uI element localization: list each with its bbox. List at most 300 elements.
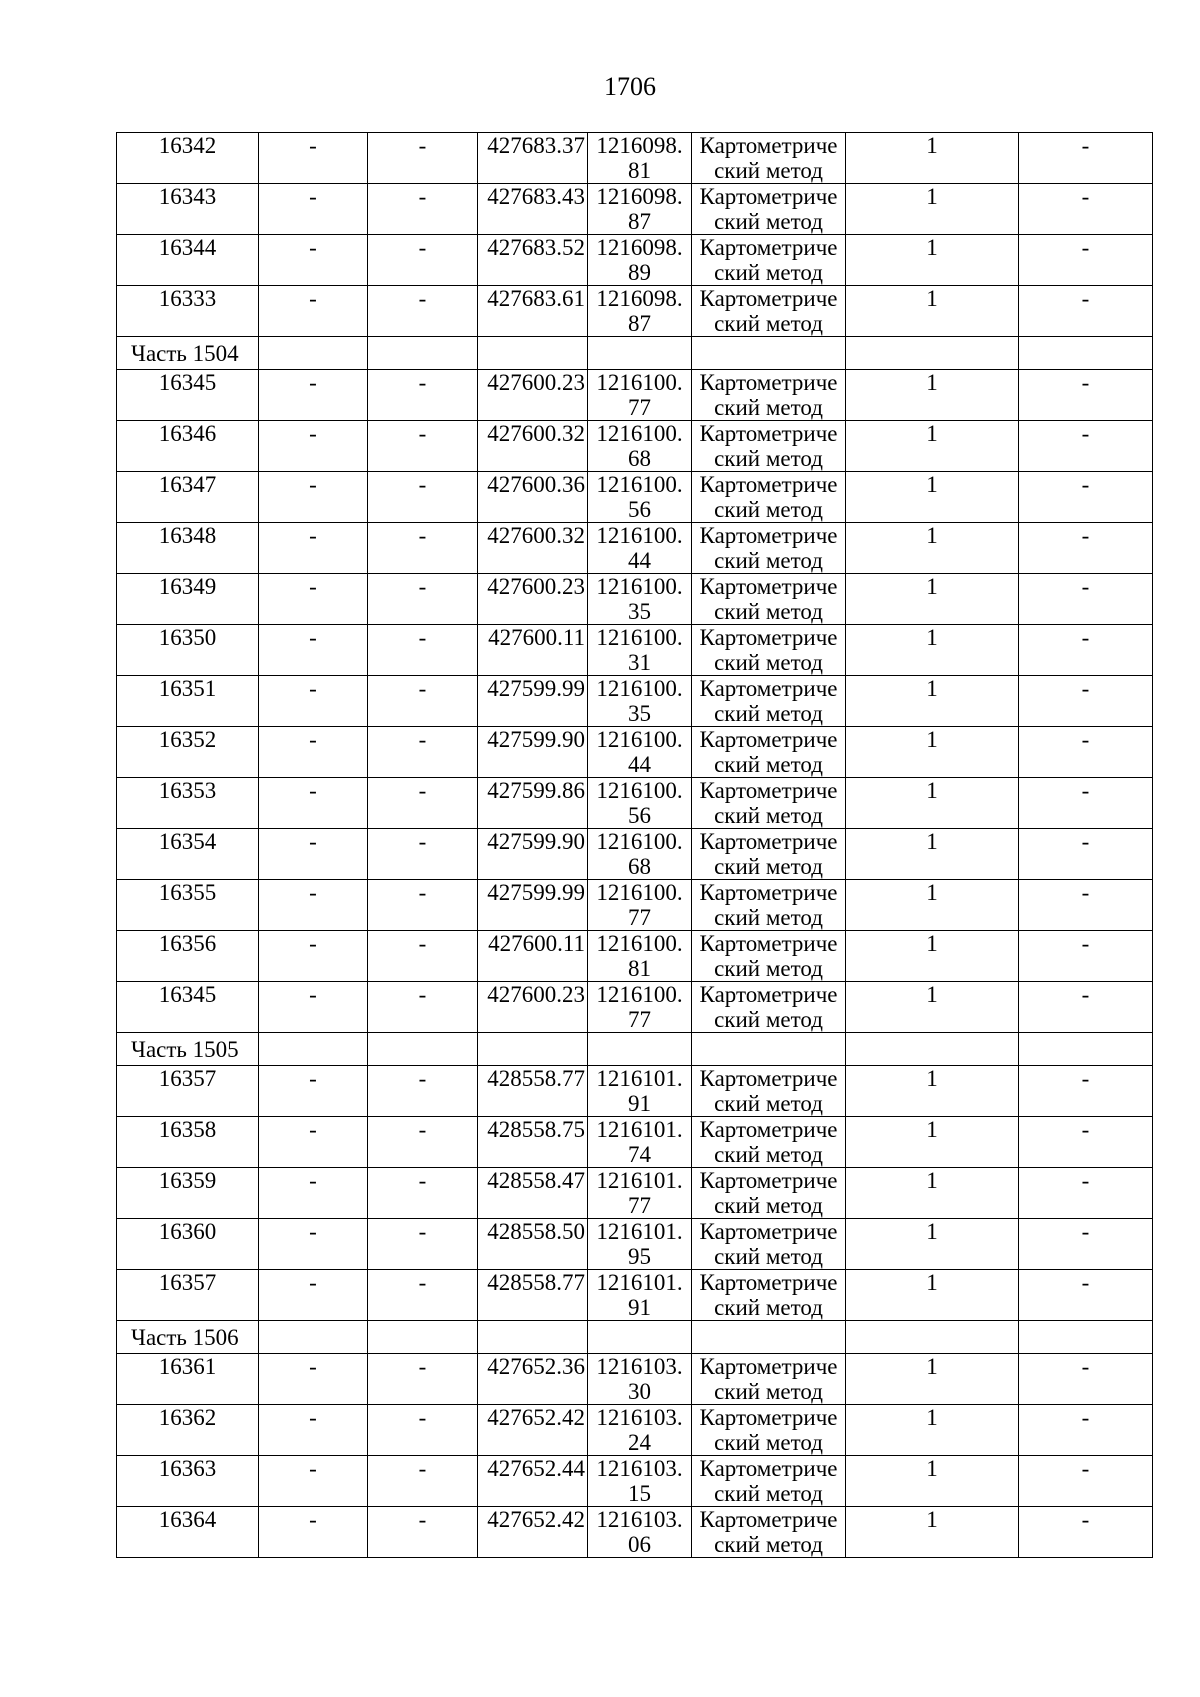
- table-row: [117, 286, 1153, 337]
- x-coordinate-cell: 427599.99: [478, 880, 588, 931]
- method-cell: [692, 1219, 846, 1270]
- accuracy-cell: 1: [846, 1354, 1019, 1405]
- point-id-cell: 16351: [117, 676, 259, 727]
- section-label: Часть 1504: [117, 337, 259, 370]
- y-coordinate-line-2: 87: [628, 209, 651, 234]
- x-coordinate-cell: 427652.42: [478, 1507, 588, 1558]
- dash-cell: -: [368, 1405, 478, 1456]
- method-line-2: ский метод: [714, 1091, 823, 1116]
- accuracy-cell: 1: [846, 133, 1019, 184]
- accuracy-cell: 1: [846, 880, 1019, 931]
- table-row: [117, 676, 1153, 727]
- x-coordinate-cell: 427683.52: [478, 235, 588, 286]
- table-row: [117, 880, 1153, 931]
- y-coordinate-cell: [588, 286, 692, 337]
- dash-cell: -: [259, 472, 368, 523]
- dash-cell: -: [1019, 523, 1153, 574]
- method-cell: [692, 1168, 846, 1219]
- dash-cell: -: [368, 1270, 478, 1321]
- method-line-2: ский метод: [714, 1430, 823, 1455]
- method-cell: [692, 574, 846, 625]
- point-id-cell: 16347: [117, 472, 259, 523]
- accuracy-cell: 1: [846, 1456, 1019, 1507]
- x-coordinate-cell: 427652.36: [478, 1354, 588, 1405]
- dash-cell: -: [368, 370, 478, 421]
- y-coordinate-line-2: 77: [628, 1193, 651, 1218]
- table-row: [117, 370, 1153, 421]
- point-id-cell: 16350: [117, 625, 259, 676]
- y-coordinate-line-1: 1216103.: [596, 1456, 683, 1481]
- method-cell: [692, 1456, 846, 1507]
- empty-cell: [1019, 337, 1153, 370]
- table-row: [117, 625, 1153, 676]
- dash-cell: -: [259, 829, 368, 880]
- dash-cell: -: [1019, 472, 1153, 523]
- empty-cell: [368, 1033, 478, 1066]
- x-coordinate-cell: 427600.23: [478, 982, 588, 1033]
- method-cell: [692, 370, 846, 421]
- section-row: [117, 1033, 1153, 1066]
- dash-cell: -: [368, 829, 478, 880]
- accuracy-cell: 1: [846, 184, 1019, 235]
- dash-cell: -: [368, 625, 478, 676]
- empty-cell: [846, 1033, 1019, 1066]
- dash-cell: -: [259, 676, 368, 727]
- method-cell: [692, 625, 846, 676]
- method-line-2: ский метод: [714, 497, 823, 522]
- table-row: [117, 574, 1153, 625]
- dash-cell: -: [1019, 370, 1153, 421]
- method-cell: [692, 1354, 846, 1405]
- method-cell: [692, 1270, 846, 1321]
- method-cell: [692, 421, 846, 472]
- point-id-cell: 16342: [117, 133, 259, 184]
- empty-cell: [259, 337, 368, 370]
- method-line-1: Картометриче: [699, 370, 838, 395]
- dash-cell: -: [259, 931, 368, 982]
- y-coordinate-line-2: 35: [628, 701, 651, 726]
- table-row: [117, 1219, 1153, 1270]
- method-line-2: ский метод: [714, 158, 823, 183]
- method-line-2: ский метод: [714, 1295, 823, 1320]
- y-coordinate-line-1: 1216101.: [596, 1270, 683, 1295]
- method-line-2: ский метод: [714, 311, 823, 336]
- y-coordinate-line-1: 1216101.: [596, 1117, 683, 1142]
- dash-cell: -: [259, 523, 368, 574]
- method-cell: [692, 184, 846, 235]
- y-coordinate-line-2: 91: [628, 1091, 651, 1116]
- point-id-cell: 16344: [117, 235, 259, 286]
- method-cell: [692, 1066, 846, 1117]
- dash-cell: -: [259, 1405, 368, 1456]
- method-line-1: Картометриче: [699, 286, 838, 311]
- point-id-cell: 16343: [117, 184, 259, 235]
- coordinates-table: [116, 132, 1153, 1558]
- point-id-cell: 16333: [117, 286, 259, 337]
- dash-cell: -: [259, 1270, 368, 1321]
- method-cell: [692, 727, 846, 778]
- dash-cell: -: [368, 676, 478, 727]
- y-coordinate-cell: [588, 133, 692, 184]
- accuracy-cell: 1: [846, 1270, 1019, 1321]
- x-coordinate-cell: 428558.50: [478, 1219, 588, 1270]
- dash-cell: -: [368, 931, 478, 982]
- x-coordinate-cell: 428558.77: [478, 1270, 588, 1321]
- dash-cell: -: [368, 286, 478, 337]
- point-id-cell: 16353: [117, 778, 259, 829]
- y-coordinate-line-1: 1216100.: [596, 931, 683, 956]
- accuracy-cell: 1: [846, 370, 1019, 421]
- point-id-cell: 16354: [117, 829, 259, 880]
- method-line-2: ский метод: [714, 395, 823, 420]
- method-cell: [692, 982, 846, 1033]
- dash-cell: -: [368, 1219, 478, 1270]
- page-number: 1706: [604, 72, 656, 101]
- x-coordinate-cell: 427652.42: [478, 1405, 588, 1456]
- point-id-cell: 16345: [117, 982, 259, 1033]
- y-coordinate-line-1: 1216100.: [596, 574, 683, 599]
- x-coordinate-cell: 427599.99: [478, 676, 588, 727]
- dash-cell: -: [1019, 184, 1153, 235]
- dash-cell: -: [259, 778, 368, 829]
- method-line-2: ский метод: [714, 1532, 823, 1557]
- y-coordinate-line-2: 30: [628, 1379, 651, 1404]
- table-row: [117, 727, 1153, 778]
- y-coordinate-line-1: 1216100.: [596, 523, 683, 548]
- empty-cell: [1019, 1321, 1153, 1354]
- y-coordinate-cell: [588, 184, 692, 235]
- y-coordinate-line-2: 68: [628, 446, 651, 471]
- method-line-2: ский метод: [714, 446, 823, 471]
- dash-cell: -: [259, 184, 368, 235]
- dash-cell: -: [259, 1219, 368, 1270]
- dash-cell: -: [1019, 574, 1153, 625]
- empty-cell: [846, 337, 1019, 370]
- dash-cell: -: [368, 1456, 478, 1507]
- y-coordinate-line-1: 1216101.: [596, 1168, 683, 1193]
- x-coordinate-cell: 428558.77: [478, 1066, 588, 1117]
- accuracy-cell: 1: [846, 1219, 1019, 1270]
- y-coordinate-line-1: 1216100.: [596, 982, 683, 1007]
- method-line-1: Картометриче: [699, 1219, 838, 1244]
- point-id-cell: 16355: [117, 880, 259, 931]
- dash-cell: -: [259, 1066, 368, 1117]
- y-coordinate-line-1: 1216098.: [596, 133, 683, 158]
- method-cell: [692, 676, 846, 727]
- y-coordinate-cell: [588, 370, 692, 421]
- method-line-2: ский метод: [714, 599, 823, 624]
- dash-cell: -: [259, 574, 368, 625]
- table-row: [117, 982, 1153, 1033]
- x-coordinate-cell: 428558.75: [478, 1117, 588, 1168]
- y-coordinate-line-1: 1216100.: [596, 778, 683, 803]
- section-label: Часть 1505: [117, 1033, 259, 1066]
- accuracy-cell: 1: [846, 778, 1019, 829]
- dash-cell: -: [259, 1168, 368, 1219]
- dash-cell: -: [1019, 1405, 1153, 1456]
- method-line-1: Картометриче: [699, 1354, 838, 1379]
- y-coordinate-line-2: 87: [628, 311, 651, 336]
- y-coordinate-line-1: 1216098.: [596, 286, 683, 311]
- dash-cell: -: [1019, 982, 1153, 1033]
- accuracy-cell: 1: [846, 1117, 1019, 1168]
- method-line-1: Картометриче: [699, 676, 838, 701]
- dash-cell: -: [259, 133, 368, 184]
- dash-cell: -: [1019, 286, 1153, 337]
- accuracy-cell: 1: [846, 286, 1019, 337]
- table-row: [117, 472, 1153, 523]
- method-cell: [692, 829, 846, 880]
- method-line-1: Картометриче: [699, 235, 838, 260]
- y-coordinate-cell: [588, 1456, 692, 1507]
- method-line-2: ский метод: [714, 854, 823, 879]
- y-coordinate-line-2: 81: [628, 956, 651, 981]
- dash-cell: -: [368, 727, 478, 778]
- method-cell: [692, 778, 846, 829]
- y-coordinate-line-2: 77: [628, 905, 651, 930]
- y-coordinate-cell: [588, 1066, 692, 1117]
- empty-cell: [692, 337, 846, 370]
- method-line-2: ский метод: [714, 701, 823, 726]
- y-coordinate-line-1: 1216103.: [596, 1507, 683, 1532]
- table-row: [117, 421, 1153, 472]
- method-line-1: Картометриче: [699, 1405, 838, 1430]
- point-id-cell: 16346: [117, 421, 259, 472]
- y-coordinate-line-2: 81: [628, 158, 651, 183]
- empty-cell: [692, 1033, 846, 1066]
- method-line-1: Картометриче: [699, 1168, 838, 1193]
- dash-cell: -: [1019, 1354, 1153, 1405]
- point-id-cell: 16364: [117, 1507, 259, 1558]
- table-row: [117, 235, 1153, 286]
- y-coordinate-line-2: 91: [628, 1295, 651, 1320]
- method-line-1: Картометриче: [699, 829, 838, 854]
- method-cell: [692, 1117, 846, 1168]
- table-row: [117, 1168, 1153, 1219]
- y-coordinate-cell: [588, 982, 692, 1033]
- dash-cell: -: [259, 1507, 368, 1558]
- point-id-cell: 16356: [117, 931, 259, 982]
- y-coordinate-cell: [588, 880, 692, 931]
- dash-cell: -: [1019, 727, 1153, 778]
- table-body: [117, 133, 1153, 1558]
- method-cell: [692, 1405, 846, 1456]
- empty-cell: [259, 1321, 368, 1354]
- method-line-2: ский метод: [714, 1007, 823, 1032]
- y-coordinate-cell: [588, 829, 692, 880]
- method-line-1: Картометриче: [699, 880, 838, 905]
- empty-cell: [692, 1321, 846, 1354]
- dash-cell: -: [1019, 676, 1153, 727]
- dash-cell: -: [259, 286, 368, 337]
- accuracy-cell: 1: [846, 1168, 1019, 1219]
- dash-cell: -: [259, 982, 368, 1033]
- method-line-2: ский метод: [714, 548, 823, 573]
- y-coordinate-line-2: 44: [628, 752, 651, 777]
- x-coordinate-cell: 427600.11: [478, 625, 588, 676]
- method-line-2: ский метод: [714, 803, 823, 828]
- method-line-2: ский метод: [714, 650, 823, 675]
- empty-cell: [588, 1033, 692, 1066]
- y-coordinate-cell: [588, 472, 692, 523]
- x-coordinate-cell: 427599.86: [478, 778, 588, 829]
- method-line-1: Картометриче: [699, 184, 838, 209]
- x-coordinate-cell: 427652.44: [478, 1456, 588, 1507]
- point-id-cell: 16363: [117, 1456, 259, 1507]
- point-id-cell: 16360: [117, 1219, 259, 1270]
- table-row: [117, 1066, 1153, 1117]
- y-coordinate-line-1: 1216103.: [596, 1405, 683, 1430]
- dash-cell: -: [259, 370, 368, 421]
- method-cell: [692, 133, 846, 184]
- dash-cell: -: [368, 778, 478, 829]
- y-coordinate-line-2: 24: [628, 1430, 651, 1455]
- dash-cell: -: [368, 1168, 478, 1219]
- dash-cell: -: [1019, 931, 1153, 982]
- x-coordinate-cell: 427600.32: [478, 421, 588, 472]
- y-coordinate-line-2: 31: [628, 650, 651, 675]
- method-line-2: ский метод: [714, 752, 823, 777]
- y-coordinate-line-2: 95: [628, 1244, 651, 1269]
- dash-cell: -: [368, 1117, 478, 1168]
- y-coordinate-cell: [588, 235, 692, 286]
- dash-cell: -: [368, 1354, 478, 1405]
- y-coordinate-cell: [588, 1405, 692, 1456]
- y-coordinate-line-2: 56: [628, 803, 651, 828]
- y-coordinate-cell: [588, 727, 692, 778]
- method-line-2: ский метод: [714, 209, 823, 234]
- accuracy-cell: 1: [846, 1405, 1019, 1456]
- method-cell: [692, 931, 846, 982]
- y-coordinate-line-1: 1216100.: [596, 370, 683, 395]
- table-row: [117, 133, 1153, 184]
- table-row: [117, 184, 1153, 235]
- method-line-2: ский метод: [714, 1244, 823, 1269]
- y-coordinate-line-1: 1216100.: [596, 676, 683, 701]
- point-id-cell: 16359: [117, 1168, 259, 1219]
- y-coordinate-cell: [588, 574, 692, 625]
- table-row: [117, 829, 1153, 880]
- method-line-2: ский метод: [714, 905, 823, 930]
- empty-cell: [368, 337, 478, 370]
- dash-cell: -: [368, 184, 478, 235]
- dash-cell: -: [1019, 778, 1153, 829]
- dash-cell: -: [1019, 1117, 1153, 1168]
- method-line-1: Картометриче: [699, 1507, 838, 1532]
- x-coordinate-cell: 427600.23: [478, 370, 588, 421]
- point-id-cell: 16352: [117, 727, 259, 778]
- dash-cell: -: [259, 421, 368, 472]
- method-line-2: ский метод: [714, 1481, 823, 1506]
- dash-cell: -: [368, 982, 478, 1033]
- method-line-2: ский метод: [714, 1193, 823, 1218]
- method-cell: [692, 235, 846, 286]
- accuracy-cell: 1: [846, 1507, 1019, 1558]
- y-coordinate-line-1: 1216098.: [596, 184, 683, 209]
- y-coordinate-line-2: 15: [628, 1481, 651, 1506]
- dash-cell: -: [1019, 1456, 1153, 1507]
- empty-cell: [259, 1033, 368, 1066]
- dash-cell: -: [259, 235, 368, 286]
- table-row: [117, 1507, 1153, 1558]
- accuracy-cell: 1: [846, 421, 1019, 472]
- dash-cell: -: [259, 727, 368, 778]
- y-coordinate-cell: [588, 421, 692, 472]
- table-row: [117, 1354, 1153, 1405]
- y-coordinate-line-1: 1216100.: [596, 472, 683, 497]
- x-coordinate-cell: 427683.37: [478, 133, 588, 184]
- dash-cell: -: [1019, 1168, 1153, 1219]
- accuracy-cell: 1: [846, 982, 1019, 1033]
- x-coordinate-cell: 427683.43: [478, 184, 588, 235]
- y-coordinate-cell: [588, 1219, 692, 1270]
- dash-cell: -: [368, 523, 478, 574]
- y-coordinate-cell: [588, 1168, 692, 1219]
- y-coordinate-line-1: 1216100.: [596, 625, 683, 650]
- x-coordinate-cell: 427683.61: [478, 286, 588, 337]
- dash-cell: -: [259, 1354, 368, 1405]
- table-row: [117, 778, 1153, 829]
- method-cell: [692, 523, 846, 574]
- y-coordinate-line-2: 35: [628, 599, 651, 624]
- method-line-1: Картометриче: [699, 1117, 838, 1142]
- accuracy-cell: 1: [846, 523, 1019, 574]
- accuracy-cell: 1: [846, 931, 1019, 982]
- x-coordinate-cell: 427600.36: [478, 472, 588, 523]
- point-id-cell: 16358: [117, 1117, 259, 1168]
- x-coordinate-cell: 427600.23: [478, 574, 588, 625]
- dash-cell: -: [368, 880, 478, 931]
- y-coordinate-cell: [588, 931, 692, 982]
- method-line-2: ский метод: [714, 956, 823, 981]
- y-coordinate-line-1: 1216100.: [596, 880, 683, 905]
- method-line-1: Картометриче: [699, 574, 838, 599]
- table-row: [117, 1456, 1153, 1507]
- x-coordinate-cell: 427599.90: [478, 829, 588, 880]
- dash-cell: -: [259, 1456, 368, 1507]
- method-line-1: Картометриче: [699, 727, 838, 752]
- dash-cell: -: [1019, 235, 1153, 286]
- empty-cell: [846, 1321, 1019, 1354]
- empty-cell: [478, 1321, 588, 1354]
- x-coordinate-cell: 427600.32: [478, 523, 588, 574]
- dash-cell: -: [368, 133, 478, 184]
- empty-cell: [588, 1321, 692, 1354]
- y-coordinate-cell: [588, 778, 692, 829]
- method-cell: [692, 472, 846, 523]
- dash-cell: -: [368, 574, 478, 625]
- table-row: [117, 1270, 1153, 1321]
- x-coordinate-cell: 427599.90: [478, 727, 588, 778]
- y-coordinate-cell: [588, 625, 692, 676]
- accuracy-cell: 1: [846, 625, 1019, 676]
- dash-cell: -: [368, 472, 478, 523]
- y-coordinate-line-2: 06: [628, 1532, 651, 1557]
- dash-cell: -: [259, 880, 368, 931]
- point-id-cell: 16361: [117, 1354, 259, 1405]
- section-row: [117, 337, 1153, 370]
- dash-cell: -: [368, 1066, 478, 1117]
- section-row: [117, 1321, 1153, 1354]
- y-coordinate-cell: [588, 1270, 692, 1321]
- method-line-1: Картометриче: [699, 133, 838, 158]
- point-id-cell: 16362: [117, 1405, 259, 1456]
- dash-cell: -: [1019, 1066, 1153, 1117]
- point-id-cell: 16357: [117, 1270, 259, 1321]
- y-coordinate-line-1: 1216100.: [596, 727, 683, 752]
- y-coordinate-line-2: 68: [628, 854, 651, 879]
- method-line-1: Картометриче: [699, 982, 838, 1007]
